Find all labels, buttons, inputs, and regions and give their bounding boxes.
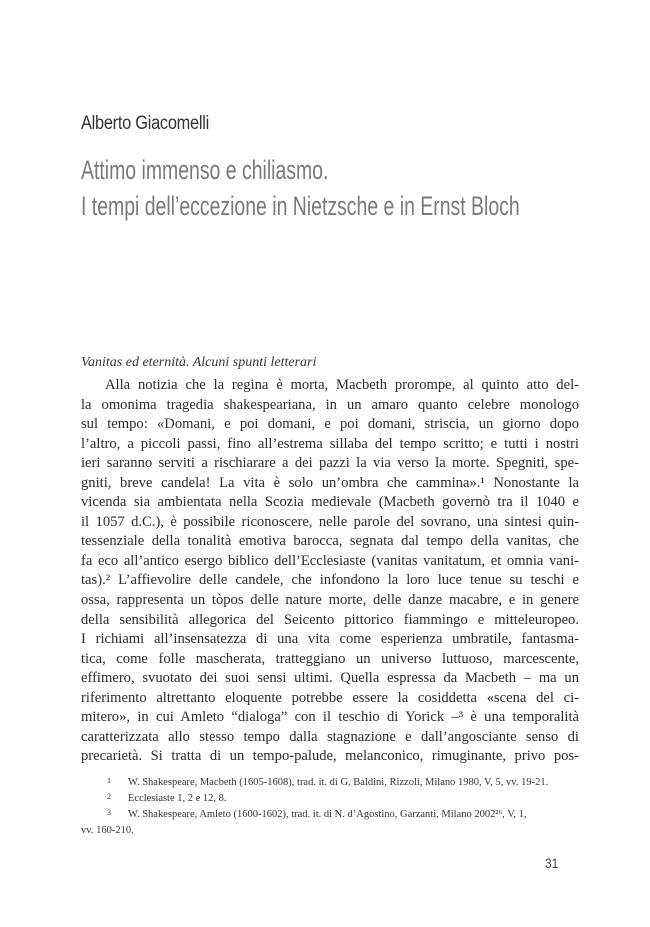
footnote-continuation <box>81 823 559 839</box>
body-line: sul tempo: «Domani, e poi domani, e poi domani, striscia, un giorno dopo <box>81 416 579 433</box>
footnote-number: 2 <box>107 792 111 801</box>
page-number: 31 <box>545 855 559 871</box>
body-line: gniti, breve candela! La vita è solo un’ombra che cammina».¹ Nonostante la <box>81 474 579 491</box>
footnote-number: 1 <box>107 776 111 785</box>
body-line: l’altro, a piccoli passi, fino all’estrema sillaba del tempo scritto; e tutti i nostri <box>81 435 579 452</box>
footnote-text: W. Shakespeare, Amleto (1600-1602), trad. it. di N. d’Agostino, Garzanti, Milano 2002²⁶, V, 1, <box>128 809 527 820</box>
footnote-text: Ecclesiaste 1, 2 e 12, 8. <box>128 793 227 804</box>
body-line: mitero», in cui Amleto “dialoga” con il teschio di Yorick –³ è una temporalità <box>81 709 579 726</box>
body-line: della sensibilità allegorica del Seicento pittorico fiammingo e mitteleuropeo. <box>81 611 579 628</box>
chapter-title <box>81 152 520 224</box>
body-line: riferimento altrettanto eloquente potrebbe essere la cosiddetta «scena del ci- <box>81 689 579 706</box>
chapter-title-line-1: Attimo immenso e chiliasmo. <box>81 155 329 185</box>
chapter-title-line-2: I tempi dell’eccezione in Nietzsche e in Ernst Bloch <box>81 191 520 221</box>
body-line: vicenda sia ambientata nella Scozia medievale (Macbeth governò tra il 1040 e <box>81 494 579 511</box>
body-line: precarietà. Si tratta di un tempo-palude, melanconico, rimuginante, privo pos- <box>81 748 579 765</box>
body-line: tas).² L’affievolire delle candele, che infondono la loro luce tenue su teschi e <box>81 572 579 589</box>
body-line: fa eco all’antico esergo biblico dell’Ecclesiaste (vanitas vanitatum, et omnia vani- <box>81 552 579 569</box>
footnote <box>81 807 559 823</box>
body-line: tica, come folle mascherata, tratteggiano un universo luttuoso, marcescente, <box>81 650 579 667</box>
footnote-number: 3 <box>107 808 111 817</box>
section-title: Vanitas ed eternità. Alcuni spunti letterari <box>81 355 317 370</box>
footnotes <box>81 775 559 839</box>
body-line: caratterizzata allo stesso tempo dalla stagnazione e dall’angosciante senso di <box>81 728 579 745</box>
body-line: I richiami all’insensatezza di una vita come esperienza umbratile, fantasma- <box>81 631 579 648</box>
body-line: la omonima tragedia shakespeariana, in un amaro quanto celebre monologo <box>81 396 579 413</box>
body-line: Alla notizia che la regina è morta, Macbeth prorompe, al quinto atto del- <box>105 377 579 393</box>
body-line: il 1057 d.C.), è possibile riconoscere, nelle parole del sovrano, una sintesi quin- <box>81 513 579 530</box>
footnote-text: vv. 160-210. <box>81 825 134 836</box>
footnote-text: W. Shakespeare, Macbeth (1605-1608), trad. it. di G. Baldini, Rizzoli, Milano 1980, V, 5, vv. 19-21. <box>128 777 549 788</box>
body-line: ossa, rappresenta un tòpos delle nature morte, delle danze macabre, e in genere <box>81 592 579 609</box>
body-text <box>81 376 579 767</box>
body-line: effimero, svuotato dei suoi sensi ultimi. Quella espressa da Macbeth – ma un <box>81 670 579 687</box>
body-line: ieri saranno serviti a rischiarare a dei pazzi la via verso la morte. Spegniti, spe- <box>81 455 579 472</box>
author-name: Alberto Giacomelli <box>81 113 209 134</box>
body-line: tessenziale della tonalità emotiva barocca, segnata dal tempo della vanitas, che <box>81 533 579 550</box>
footnote <box>81 775 559 791</box>
footnote <box>81 791 559 807</box>
